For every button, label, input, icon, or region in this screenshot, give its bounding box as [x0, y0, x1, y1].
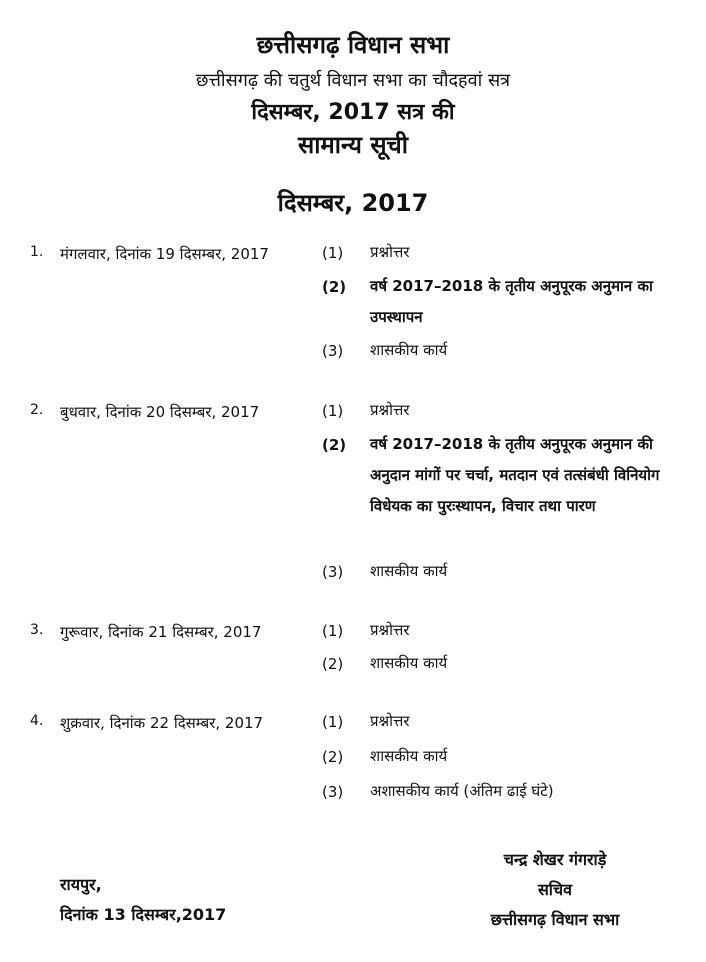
- item-text: प्रश्नोत्तर: [370, 401, 410, 419]
- item-text: शासकीय कार्य: [370, 341, 448, 359]
- item-number: (1): [322, 622, 344, 640]
- item-text: वर्ष 2017–2018 के तृतीय अनुपूरक अनुमान की अनुदान मांगों पर चर्चा, मतदान एवं तत्संबंधी विनियोग विधेयक का पुरःस्थापन, विचार तथा पारण: [370, 435, 660, 515]
- entry-number: 4.: [30, 713, 44, 729]
- item-number: (2): [322, 655, 344, 673]
- item-text: शासकीय कार्य: [370, 562, 448, 580]
- item-text: शासकीय कार्य: [370, 654, 448, 672]
- entry-day: गुरूवार, दिनांक 21 दिसम्बर, 2017: [60, 623, 262, 641]
- assembly-heading: छत्तीसगढ़ विधान सभा: [256, 31, 450, 59]
- item-number: (1): [322, 244, 344, 262]
- item-number: (3): [322, 342, 344, 360]
- item-number: (2): [322, 748, 344, 766]
- item-text: वर्ष 2017–2018 के तृतीय अनुपूरक अनुमान का उपस्थापन: [370, 277, 653, 326]
- signatory-title: सचिव: [537, 880, 573, 899]
- entry-day: मंगलवार, दिनांक 19 दिसम्बर, 2017: [60, 245, 269, 263]
- entry-number: 3.: [30, 622, 44, 638]
- session-title: दिसम्बर, 2017 सत्र की: [251, 100, 455, 125]
- month-heading: दिसम्बर, 2017: [277, 189, 429, 217]
- place: रायपुर,: [60, 875, 102, 894]
- place-date-block: [60, 870, 226, 930]
- item-number: (1): [322, 713, 344, 731]
- signatory-org: छत्तीसगढ़ विधान सभा: [490, 910, 620, 929]
- entry-day: बुधवार, दिनांक 20 दिसम्बर, 2017: [60, 403, 260, 421]
- item-text: अशासकीय कार्य (अंतिम ढाई घंटे): [370, 782, 554, 800]
- session-line: छत्तीसगढ़ की चतुर्थ विधान सभा का चौदहवां सत्र: [195, 70, 511, 91]
- issue-date: दिनांक 13 दिसम्बर,2017: [60, 905, 227, 924]
- item-text: प्रश्नोत्तर: [370, 621, 410, 639]
- list-title: सामान्य सूची: [297, 131, 409, 159]
- entry-number: 1.: [30, 244, 44, 260]
- item-text: प्रश्नोत्तर: [370, 243, 410, 261]
- item-number: (2): [322, 278, 347, 296]
- item-text: प्रश्नोत्तर: [370, 712, 410, 730]
- signatory-name: चन्द्र शेखर गंगराड़े: [503, 850, 607, 869]
- entry-day: शुक्रवार, दिनांक 22 दिसम्बर, 2017: [60, 714, 264, 732]
- item-number: (3): [322, 783, 344, 801]
- item-text: शासकीय कार्य: [370, 747, 448, 765]
- item-number: (3): [322, 563, 344, 581]
- entry-number: 2.: [30, 402, 44, 418]
- item-number: (1): [322, 402, 344, 420]
- item-number: (2): [322, 436, 347, 454]
- signature-block: [430, 845, 680, 935]
